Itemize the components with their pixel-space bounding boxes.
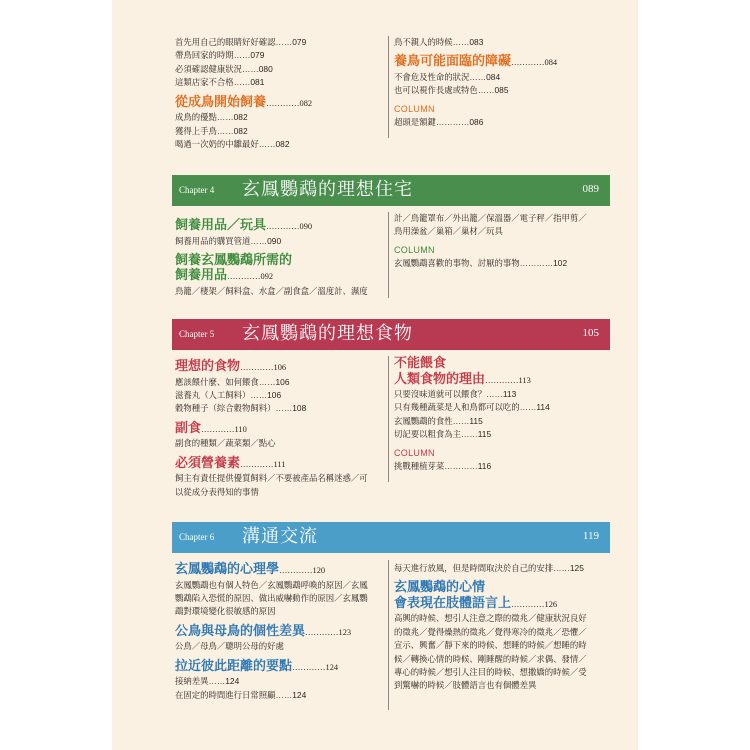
chapter-title: 玄鳳鸚鵡的理想住宅 xyxy=(242,179,413,200)
toc-entry: 切記要以粗食為主……115 xyxy=(394,429,492,440)
chapter-title: 玄鳳鸚鵡的理想食物 xyxy=(242,323,413,344)
section1-right-column xyxy=(394,36,609,129)
toc-entry-list xyxy=(175,285,380,298)
toc-entry: 不會危及性命的狀況……084 xyxy=(394,71,501,82)
chapter-label: Chapter 4 xyxy=(179,185,215,195)
toc-entry: 高興的時候、想引人注意之際的徵兆／健康狀況良好 xyxy=(394,613,587,624)
chapter6-right-column xyxy=(394,562,609,693)
toc-entry: 副食的種類／蔬菜類／點心 xyxy=(175,438,276,449)
toc-entry: 成鳥的優點……082 xyxy=(175,112,248,123)
toc-entry: 專心的時候／想引人注目的時候、想撒嬌的時候／受 xyxy=(394,667,587,678)
column-entry: 挑戰種植芽菜…………116 xyxy=(394,460,492,471)
toc-entry-list xyxy=(175,640,387,653)
toc-entry-list xyxy=(175,675,387,702)
chapter-label: Chapter 6 xyxy=(179,532,215,542)
heading-psychology: 玄鳳鸚鵡的心理學…………120 xyxy=(175,562,326,577)
heading-ideal-food: 理想的食物…………106 xyxy=(175,359,287,374)
chapter-page-number: 089 xyxy=(582,183,599,195)
toc-entry: 到驚嚇的時候／肢體語言也有個體差異 xyxy=(394,680,537,691)
toc-entry-list xyxy=(175,579,387,619)
toc-entry: 應該餵什麼、如何餵食……106 xyxy=(175,376,290,387)
column-divider xyxy=(388,560,389,710)
column-label: COLUMN xyxy=(394,244,435,255)
heading-nutrients: 必須營養素…………111 xyxy=(175,455,286,471)
column-divider xyxy=(388,212,389,298)
chapter6-left-column xyxy=(175,562,387,702)
toc-entry: 也可以視作長處或特色……085 xyxy=(394,85,509,96)
toc-entry: 的徵兆／覺得燥熱的徵兆／覺得寒冷的徵兆／恐懼／ xyxy=(394,626,587,637)
column-divider xyxy=(388,36,389,138)
toc-entry: 首先用自己的眼睛好好確認……079 xyxy=(175,37,307,47)
toc-entry: 以從成分表得知的事情 xyxy=(175,486,259,497)
toc-entry: 鳥用澡盆／巢箱／巢材／玩具 xyxy=(394,226,503,237)
heading-no-human-food: 不能餵食 人類食物的理由…………113 xyxy=(394,356,531,387)
toc-entry: 宣示、興奮／靜下來的時候、想睡的時候／想睡的時 xyxy=(394,640,587,651)
toc-entry: 這類店家不合格……081 xyxy=(175,77,265,88)
heading-side-food: 副食…………110 xyxy=(175,420,247,436)
column-label: COLUMN xyxy=(394,447,435,458)
heading-supplies-toys: 飼養用品／玩具…………090 xyxy=(175,218,313,233)
toc-entry-list xyxy=(175,472,387,499)
toc-entry-list xyxy=(175,111,380,151)
column-entry: 玄鳳鸚鵡喜歡的事物、討厭的事物…………102 xyxy=(394,257,568,268)
chapter-page-number: 119 xyxy=(582,530,599,542)
toc-entry: 鳥不親人的時候……083 xyxy=(394,37,484,47)
toc-entry: 在固定的時間進行日常照顧……124 xyxy=(175,689,307,700)
chapter6-header-band xyxy=(172,522,610,553)
chapter5-header-band xyxy=(172,319,610,350)
toc-entry: 計／鳥籠罩布／外出籠／保溫器／電子秤／指甲剪／ xyxy=(394,213,587,223)
toc-entry: 滋養丸（人工飼料）……106 xyxy=(175,389,282,400)
toc-entry: 玄鳳鸚鵡的食性……115 xyxy=(394,415,483,426)
column-label: COLUMN xyxy=(394,103,435,114)
chapter4-left-column xyxy=(175,218,380,298)
toc-entry: 公鳥／母鳥／聰明公母的好處 xyxy=(175,641,284,652)
toc-entry: 鸚鵡陷入恐慌的原因、做出威嚇動作的原因／玄鳳鸚 xyxy=(175,592,368,603)
chapter4-right-column xyxy=(394,212,609,270)
toc-entry-list xyxy=(175,376,387,416)
toc-entry: 帶鳥回家的時期……079 xyxy=(175,50,265,61)
toc-entry-list xyxy=(394,612,609,692)
toc-entry-list xyxy=(175,437,387,450)
toc-entry-list xyxy=(394,71,609,98)
toc-entry: 穀物種子（綜合穀物飼料）……108 xyxy=(175,403,307,414)
toc-entry: 必須確認健康狀況……080 xyxy=(175,63,273,74)
toc-entry: 鳥籠／棲架／飼料盒、水盒／副食盒／溫度計、濕度 xyxy=(175,285,368,296)
toc-entry: 飼養用品的購買管道……090 xyxy=(175,235,282,246)
heading-closer-distance: 拉近彼此距離的要點…………124 xyxy=(175,658,339,674)
heading-male-female: 公鳥與母鳥的個性差異…………123 xyxy=(175,623,352,639)
toc-entry: 獲得上手鳥……082 xyxy=(175,125,248,136)
toc-entry-list xyxy=(175,235,380,248)
heading-from-adult-bird: 從成鳥開始飼養…………082 xyxy=(175,94,313,110)
column-divider xyxy=(388,356,389,482)
column-entry: 超頭是額鍵…………086 xyxy=(394,116,484,127)
toc-entry: 只要沒味道就可以餵食？……113 xyxy=(394,389,517,399)
toc-entry: 鵡對環境變化很敏感的原因 xyxy=(175,606,276,617)
toc-entry: 每天進行放風，但是時間取決於自己的安排……125 xyxy=(394,563,584,573)
heading-required-supplies: 飼養玄鳳鸚鵡所需的 飼養用品…………092 xyxy=(175,252,293,284)
toc-entry-list xyxy=(394,388,609,442)
chapter-label: Chapter 5 xyxy=(179,329,215,339)
toc-entry: 飼主有責任提供優質飼料／不要被產品名稱迷惑／可 xyxy=(175,473,368,484)
chapter4-header-band xyxy=(172,175,610,206)
toc-entry-list xyxy=(394,562,609,575)
toc-entry-list xyxy=(394,212,609,239)
toc-entry: 喝過一次奶的中雛最好……082 xyxy=(175,138,290,149)
toc-entry: 候／轉換心情的時候、剛睡醒的時候／求偶、發情／ xyxy=(394,653,587,664)
toc-entry-list xyxy=(175,36,380,90)
chapter-page-number: 105 xyxy=(582,327,599,339)
chapter-title: 溝通交流 xyxy=(242,526,318,547)
section1-left-column xyxy=(175,36,380,151)
toc-entry: 只有幾種蔬菜是人和鳥都可以吃的……114 xyxy=(394,402,550,413)
chapter5-left-column xyxy=(175,359,387,499)
chapter5-right-column xyxy=(394,356,609,473)
heading-body-language: 玄鳳鸚鵡的心情 會表現在肢體語言上…………126 xyxy=(394,580,558,611)
toc-entry-list xyxy=(394,36,609,49)
toc-entry: 玄鳳鸚鵡也有個人特色／玄鳳鸚鵡呼喚的原因／玄鳳 xyxy=(175,579,368,590)
toc-entry: 接納差異……124 xyxy=(175,676,240,687)
heading-obstacles: 養鳥可能面臨的障礙…………084 xyxy=(394,54,558,70)
